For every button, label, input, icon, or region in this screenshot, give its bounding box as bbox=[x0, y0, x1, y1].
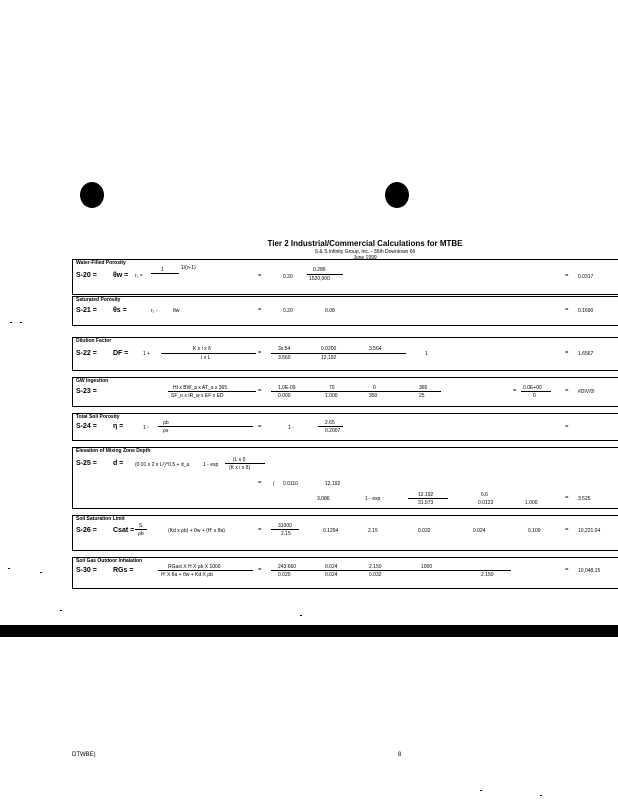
scan-speck bbox=[480, 790, 482, 791]
term: r₁ × bbox=[135, 273, 143, 279]
value: 0.286 bbox=[313, 267, 326, 273]
value: 0.08 bbox=[325, 308, 335, 314]
value: 0.2007 bbox=[325, 428, 341, 434]
term: SF_o x IR_w x EF x ED bbox=[171, 393, 224, 399]
fraction-line bbox=[271, 391, 441, 392]
term: H' X θa + θw + Kd X ρb bbox=[161, 572, 213, 578]
term: 1 bbox=[161, 267, 164, 273]
value: 12.192 bbox=[325, 481, 341, 487]
section-label: GW Ingestion bbox=[76, 378, 109, 384]
section-label: Soil Saturation Limit bbox=[76, 516, 125, 522]
value: 365 bbox=[419, 385, 428, 391]
fraction-line bbox=[307, 274, 343, 275]
section-label: Water-Filled Porosity bbox=[76, 260, 126, 266]
equation-variable: θw = bbox=[113, 272, 129, 279]
result: 10,048.15 bbox=[578, 568, 601, 574]
equation-id: S-23 = bbox=[76, 388, 97, 395]
value: 0.0123 bbox=[478, 500, 494, 506]
equation-variable: θs = bbox=[113, 307, 127, 314]
value: 0 bbox=[533, 393, 536, 399]
value: 3.564 bbox=[369, 346, 382, 352]
fraction-line bbox=[158, 570, 253, 571]
value: 1.000 bbox=[325, 393, 338, 399]
page-title: Tier 2 Industrial/Commercial Calculations for MTBE bbox=[267, 239, 463, 248]
fraction-line bbox=[271, 570, 511, 571]
value: 0.024 bbox=[325, 572, 338, 578]
fraction-line bbox=[161, 353, 256, 354]
fraction-line bbox=[271, 529, 299, 530]
scan-speck bbox=[40, 572, 42, 573]
section-dilution-factor: Dilution Factor S-22 = DF = 1 + K x i x δ I x L = 3x.54 3.560 0.0200 12,192 3.564 1 = 1.6567 bbox=[72, 337, 618, 371]
value: 31000 bbox=[278, 523, 292, 529]
fraction-line bbox=[271, 353, 406, 354]
value: 1.000 bbox=[525, 500, 538, 506]
section-soil-gas-outdoor-inhalation: Soil Gas Outdoor Inhalation S-30 = RGs = RGasi X H X ρb X 1000 H' X θa + θw + Kd X ρb = 243.660 0.020 0.024 0.024 2.150 0.032 1000 2.150 = 10,048.15 bbox=[72, 557, 618, 589]
scan-speck bbox=[60, 610, 62, 611]
section-mixing-zone-depth: Elevation of Mixing Zone Depth S-25 = d = (0.01 x 2 x L²)^0.5 + d_a 1 - exp (L x I) (K x i x δ) = ( 0.0110 12.192 3,086 1 - exp 12.192 31.573 6.6 0.0123 1.000 = 3.525 bbox=[72, 447, 618, 509]
value: 70 bbox=[329, 385, 335, 391]
fraction-line bbox=[225, 463, 265, 464]
term: RGasi X H X ρb X 1000 bbox=[168, 564, 221, 570]
fraction-line bbox=[521, 391, 551, 392]
section-water-filled-porosity: Water-Filled Porosity S-20 = θw = r₁ × 1 1/(n-1) = 0.20 0.286 1520,000 = 0.0317 bbox=[72, 259, 618, 295]
section-saturated-porosity: Saturated Porosity S-21 = θs = r₁ - θw = 0.20 0.08 = 0.1690 bbox=[72, 296, 618, 326]
term: 1/(n-1) bbox=[181, 265, 196, 271]
section-gw-ingestion: GW Ingestion S-23 = HI x BW_a x AT_a x 365 SF_o x IR_w x EF x ED = 1.0E-09 0.000 70 1.000 0 350 365 25 = 0.0E+00 0 = #DIV/0! bbox=[72, 377, 618, 407]
value: 3.560 bbox=[278, 355, 291, 361]
equation-id: S-22 = bbox=[76, 350, 97, 357]
fraction-line bbox=[158, 426, 253, 427]
value: 0.0E+00 bbox=[523, 385, 542, 391]
equation-variable: d = bbox=[113, 460, 124, 467]
value: 25 bbox=[419, 393, 425, 399]
section-label: Dilution Factor bbox=[76, 338, 112, 344]
equation-id: S-24 = bbox=[76, 423, 97, 430]
term: S bbox=[139, 523, 143, 529]
term: r₁ - bbox=[151, 308, 158, 314]
value: 0.020 bbox=[278, 572, 291, 578]
section-label: Soil Gas Outdoor Inhalation bbox=[76, 558, 143, 564]
equation-id: S-25 = bbox=[76, 460, 97, 467]
scan-speck bbox=[10, 322, 12, 323]
value: 0.20 bbox=[283, 274, 293, 280]
value: 0.1294 bbox=[323, 528, 339, 534]
section-soil-saturation-limit: Soil Saturation Limit S-26 = Csat = S ρb (Kd x ρb) + θw + (H' x θa) = 31000 2.15 0.1294 2.15 0.032 0.024 0.109 = 10,221.04 bbox=[72, 515, 618, 551]
value: 0.032 bbox=[369, 572, 382, 578]
fraction-line bbox=[151, 273, 179, 274]
term: I x L bbox=[201, 355, 211, 361]
term: K x i x δ bbox=[193, 346, 211, 352]
value: 1.0E-09 bbox=[278, 385, 296, 391]
value: 1 bbox=[425, 351, 428, 357]
result: #DIV/0! bbox=[578, 389, 595, 395]
value: 1520,000 bbox=[309, 276, 330, 282]
term: 1 - bbox=[143, 425, 149, 431]
fraction-line bbox=[318, 426, 343, 427]
scan-speck bbox=[300, 615, 302, 616]
date-line: June 1999 bbox=[353, 255, 377, 261]
equation-id: S-20 = bbox=[76, 272, 97, 279]
value: 0.024 bbox=[325, 564, 338, 570]
fraction-line bbox=[168, 391, 256, 392]
equation-id: S-30 = bbox=[76, 567, 97, 574]
value: 2.65 bbox=[325, 420, 335, 426]
value: 0.0200 bbox=[321, 346, 337, 352]
term: (Kd x ρb) + θw + (H' x θa) bbox=[168, 528, 225, 534]
term: HI x BW_a x AT_a x 365 bbox=[173, 385, 228, 391]
value: 0.0110 bbox=[283, 481, 298, 487]
term: (0.01 x 2 x L²)^0.5 + d_a bbox=[135, 462, 190, 468]
value: 0.024 bbox=[473, 528, 486, 534]
value: 0 bbox=[373, 385, 376, 391]
section-label: Total Soil Porosity bbox=[76, 414, 120, 420]
value: 2.150 bbox=[481, 572, 494, 578]
term: ρb bbox=[163, 420, 169, 426]
equation-variable: Csat = bbox=[113, 527, 135, 534]
value: 1000 bbox=[421, 564, 433, 570]
fraction-line bbox=[408, 498, 448, 499]
value: 350 bbox=[369, 393, 378, 399]
value: 31.573 bbox=[418, 500, 434, 506]
scan-speck bbox=[20, 322, 22, 323]
equation-id: S-21 = bbox=[76, 307, 97, 314]
fraction-line bbox=[135, 529, 147, 530]
value: 3,086 bbox=[317, 496, 330, 502]
punch-hole-left bbox=[80, 182, 104, 208]
term: 1 - exp bbox=[365, 496, 381, 502]
term: ρs bbox=[163, 428, 169, 434]
term: (L x I) bbox=[233, 457, 246, 463]
term: 1 - exp bbox=[203, 462, 219, 468]
value: 3x.54 bbox=[278, 346, 291, 352]
company-line: S & S Infinity Group, Inc. - 36th Downtown 66 bbox=[314, 249, 416, 255]
page-number: 8 bbox=[398, 752, 402, 758]
term: (K x i x δ) bbox=[229, 465, 251, 471]
scan-bar bbox=[0, 625, 618, 637]
value: 2.150 bbox=[369, 564, 382, 570]
term: θw bbox=[173, 308, 180, 314]
value: 2.15 bbox=[368, 528, 378, 534]
value: 12.192 bbox=[418, 492, 434, 498]
value: 243.660 bbox=[278, 564, 297, 570]
equation-id: S-26 = bbox=[76, 527, 97, 534]
footer-left: DTWBE) bbox=[72, 752, 96, 758]
value: 0.032 bbox=[418, 528, 431, 534]
value: 0.109 bbox=[528, 528, 541, 534]
value: 6.6 bbox=[481, 492, 488, 498]
section-label: Saturated Porosity bbox=[76, 297, 121, 303]
punch-hole-right bbox=[385, 182, 409, 208]
scan-speck bbox=[540, 795, 542, 796]
result: 0.0317 bbox=[578, 274, 594, 280]
value: 2.15 bbox=[281, 531, 291, 537]
term: ρb bbox=[138, 531, 144, 537]
value: 0.000 bbox=[278, 393, 291, 399]
equation-variable: DF = bbox=[113, 350, 129, 357]
result: 3.525 bbox=[578, 496, 591, 502]
equation-variable: RGs = bbox=[113, 567, 134, 574]
result: 1.6567 bbox=[578, 351, 594, 357]
term: 1 + bbox=[143, 351, 151, 357]
section-label: Elevation of Mixing Zone Depth bbox=[76, 448, 151, 454]
scan-speck bbox=[8, 568, 10, 569]
result: 0.1690 bbox=[578, 308, 594, 314]
result: 10,221.04 bbox=[578, 528, 601, 534]
section-total-soil-porosity: Total Soil Porosity S-24 = η = 1 - ρb ρs = 1 - 2.65 0.2007 = bbox=[72, 413, 618, 441]
value: 12,192 bbox=[321, 355, 337, 361]
value: 0.20 bbox=[283, 308, 293, 314]
equation-variable: η = bbox=[113, 423, 124, 430]
